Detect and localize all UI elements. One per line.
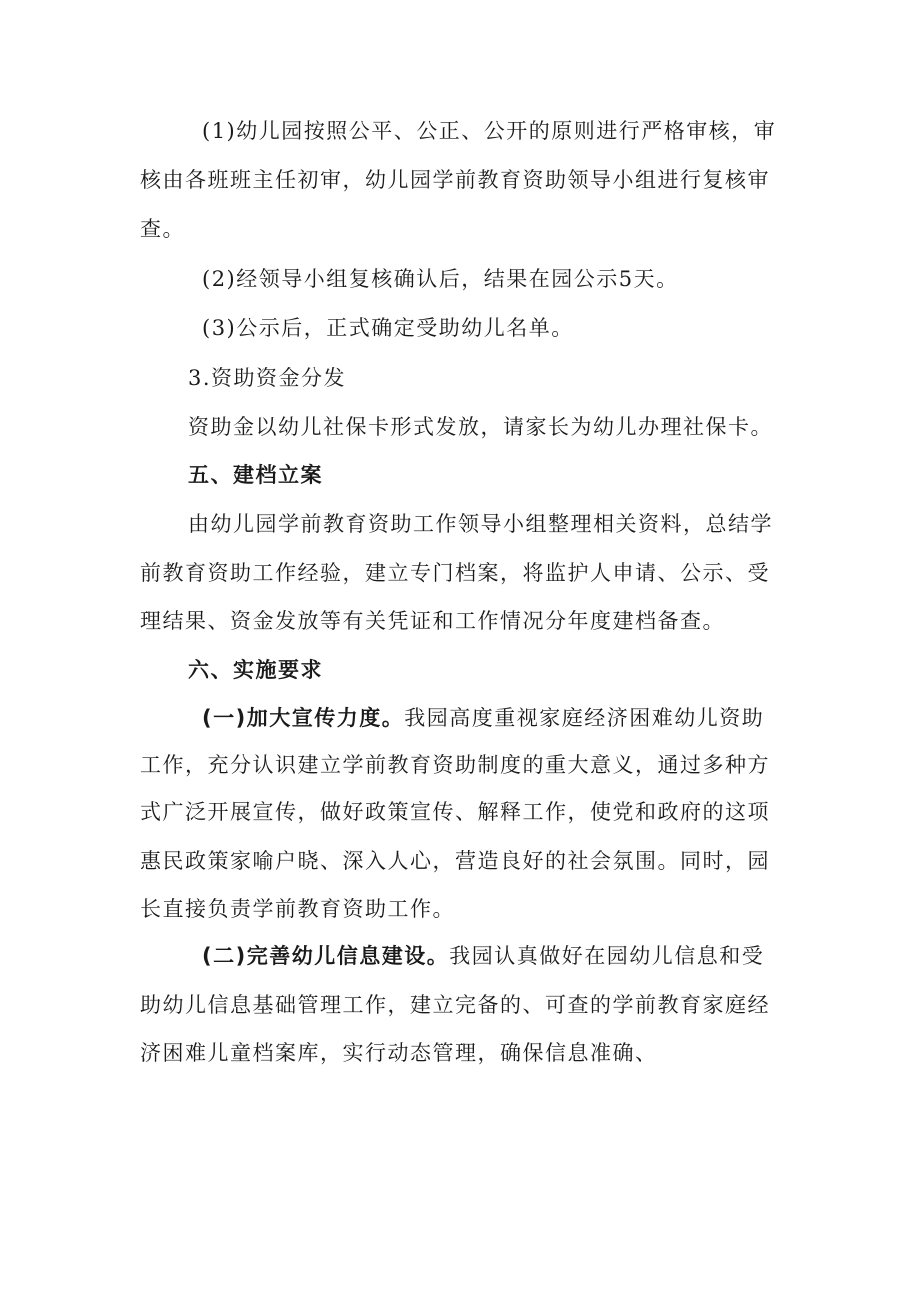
paragraph-publicity-effort-lead: (一)加大宣传力度。	[202, 706, 405, 730]
paragraph-archiving-line-2: 前教育资助工作经验，建立专门档案，将监护人申请、公示、受	[140, 561, 770, 585]
paragraph-publicity-effort-line-1	[202, 703, 764, 733]
section-heading-archiving: 五、建档立案	[188, 463, 323, 487]
paragraph-archiving-line-1: 由幼儿园学前教育资助工作领导小组整理相关资料，总结学	[188, 512, 773, 536]
paragraph-info-construction-text: 我园认真做好在园幼儿信息和受	[449, 944, 765, 968]
paragraph-publicity-effort-line-2: 工作，充分认识建立学前教育资助制度的重大意义，通过多种方	[140, 753, 770, 777]
paragraph-publicity-effort-line-3: 式广泛开展宣传，做好政策宣传、解释工作，使党和政府的这项	[140, 800, 770, 824]
paragraph-review-line-3: 查。	[140, 217, 185, 241]
paragraph-review-line-2: 核由各班班主任初审，幼儿园学前教育资助领导小组进行复核审	[140, 168, 770, 192]
paragraph-info-construction-lead: (二)完善幼儿信息建设。	[202, 944, 450, 968]
paragraph-archiving-line-3: 理结果、资金发放等有关凭证和工作情况分年度建档备查。	[140, 609, 725, 633]
paragraph-info-construction-line-1	[202, 941, 764, 971]
subheading-fund-distribution: 3.资助资金分发	[188, 366, 347, 390]
paragraph-publicity-effort-text: 我园高度重视家庭经济困难幼儿资助	[404, 706, 765, 730]
paragraph-confirm-list: (3)公示后，正式确定受助幼儿名单。	[202, 316, 574, 340]
paragraph-info-construction-line-3: 济困难儿童档案库，实行动态管理，确保信息准确、	[140, 1041, 658, 1065]
section-heading-requirements: 六、实施要求	[188, 658, 323, 682]
paragraph-info-construction-line-2: 助幼儿信息基础管理工作，建立完备的、可查的学前教育家庭经	[140, 993, 770, 1017]
paragraph-social-security-card: 资助金以幼儿社保卡形式发放，请家长为幼儿办理社保卡。	[188, 415, 773, 439]
paragraph-review-line-1: (1)幼儿园按照公平、公正、公开的原则进行严格审核，审	[202, 119, 777, 143]
paragraph-publicity: (2)经领导小组复核确认后，结果在园公示5天。	[202, 267, 679, 291]
paragraph-publicity-effort-line-4: 惠民政策家喻户晓、深入人心，营造良好的社会氛围。同时，园	[140, 849, 770, 873]
paragraph-publicity-effort-line-5: 长直接负责学前教育资助工作。	[140, 897, 455, 921]
